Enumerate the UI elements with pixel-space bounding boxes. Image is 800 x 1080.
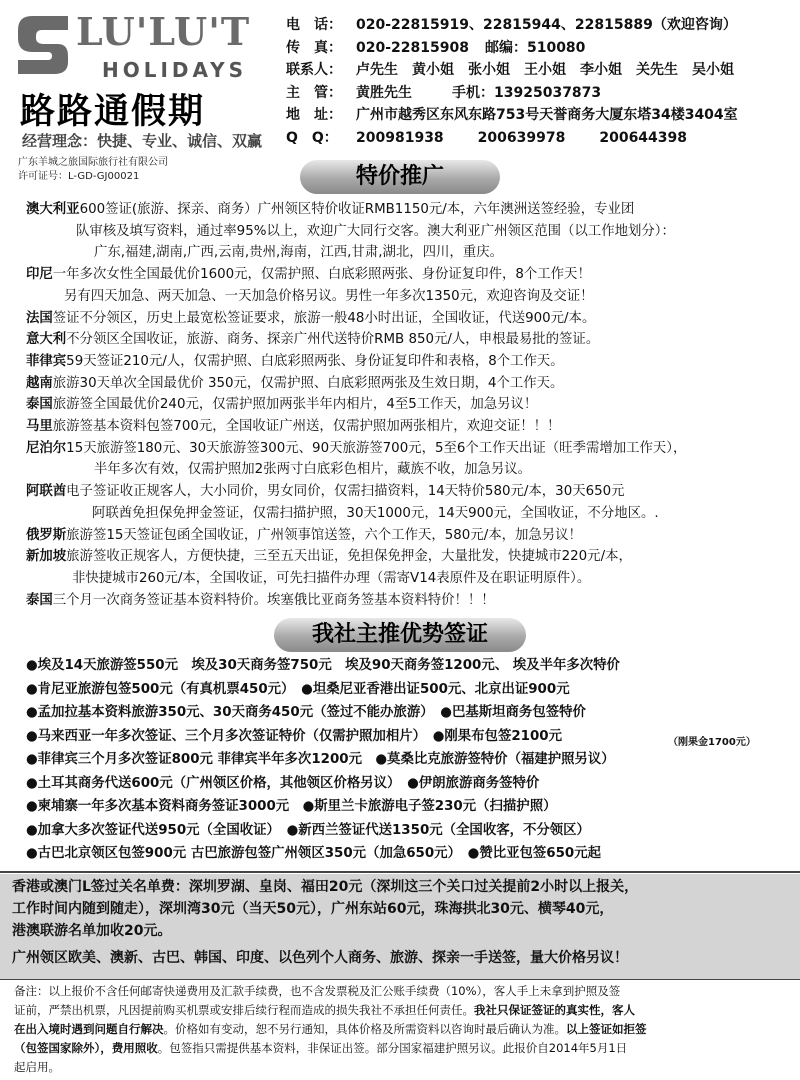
qq-value-2: 200639978 [477,129,566,146]
note-emphasis: 以上签证如拒签 [566,1022,647,1036]
offer-text: 旅游签基本资料包签700元，全国收证广州送，仅需护照加两张相片，欢迎交证！！！ [52,419,561,434]
offer-line [26,265,800,285]
logo-block [10,6,272,182]
manager-value: 黄胜先生 [356,84,412,101]
postcode-value: 510080 [526,39,586,56]
offer-line [26,526,800,546]
note-line [14,1001,635,1019]
fax-value: 020-22815908 [356,39,469,56]
note-line [14,982,620,1000]
offer-text: 600签证(旅游、探亲、商务）广州领区特价收证RMB1150元/本，六年澳洲送签经验，专业团 [79,202,635,217]
note-emphasis: 在出入境时遇到问题自行解决 [14,1022,164,1036]
manager-row [286,82,800,105]
address-value: 广州市越秀区东风东路753号天誉商务大厦东塔34楼3404室 [356,107,738,123]
offer-country: 越南 [26,375,53,391]
offer-line [64,287,800,307]
note-line [14,1020,647,1038]
band-line-4: 广州领区欧美、澳新、古巴、韩国、印度、以色列个人商务、旅游、探亲一手送签，量大价格另议！ [12,950,628,966]
offer-line [26,439,800,459]
qq-label: Q Q： [286,129,338,146]
brand-slogan: 经营理念：快捷、专业、诚信、双赢 [22,132,263,150]
offer-line [26,591,800,611]
featured-visa-line: ●菲律宾三个月多次签证800元 菲律宾半年多次1200元 ●莫桑比克旅游签特价（福建护照另议） [26,752,615,767]
offer-text: 旅游30天单次全国最优价 350元，仅需护照、白底彩照两张及生效日期，4个工作天。 [52,375,564,391]
people-row [286,59,800,82]
offer-text: 另有四天加急、两天加急、一天加急价格另议。男性一年多次1350元，欢迎咨询及交证！ [64,288,594,304]
note-emphasis: 我社只保证签证的真实性，客人 [474,1003,635,1017]
offer-line [94,243,800,263]
company-name: 广东羊城之旅国际旅行社有限公司 [18,157,168,168]
offer-country: 澳大利亚 [26,202,80,217]
offer-text: 不分领区全国收证，旅游、商务、探亲广州代送特价RMB 850元/人，申根最易批的签证。 [66,332,600,348]
note-text: 。包签指只需提供基本资料，非保证出签。部分国家福建护照另议。此报价自2014年5月1日 [157,1041,628,1055]
note-text: 起启用。 [14,1060,60,1074]
brand-name-en: LU'LU'T [76,9,251,54]
manager-label: 主 管： [286,84,342,101]
featured-visa-line: ●加拿大多次签证代送950元（全国收证） ●新西兰签证代送1350元（全国收客，不分领区） [26,822,590,838]
brand-name-cn: 路路通假期 [20,91,206,132]
offer-country: 新加坡 [26,549,67,565]
band-line-3: 港澳联游名单加收20元。 [12,923,172,939]
phone-label: 电 话： [286,17,342,33]
postcode-label: 邮编： [484,39,527,56]
contact-block [286,14,800,149]
offer-line [26,309,800,329]
address-row [286,104,800,127]
note-text: 备注：以上报价不含任何邮寄快递费用及汇款手续费，也不含发票税及汇公账手续费（10%），客人手上未拿到护照及签 [14,984,621,998]
people-value: 卢先生 黄小姐 张小姐 王小姐 李小姐 关先生 吴小姐 [356,62,734,78]
note-text: 证前，严禁出机票，凡因提前购买机票或安排后续行程而造成的损失我社不承担任何责任。 [14,1003,474,1017]
offer-line [76,222,800,242]
offer-line [26,417,800,437]
offer-text: 广东,福建,湖南,广西,云南,贵州,海南，江西,甘肃,湖北，四川，重庆。 [94,245,503,261]
offer-country: 泰国 [26,592,53,608]
offer-text: 旅游签全国最优价240元，仅需护照加两张半年内相片，4至5工作天，加急另议！ [52,397,538,413]
offer-text: 电子签证收正规客人，大小同价，男女同价，仅需扫描资料，14天特价580元/本，30天650元 [66,484,625,500]
band-line-1: 香港或澳门L签过关名单费：深圳罗湖、皇岗、福田20元（深圳这三个关口过关提前2小时以上报关， [12,879,639,895]
offer-country: 泰国 [26,397,53,413]
featured-visa-line: ●埃及14天旅游签550元 埃及30天商务签750元 埃及90天商务签1200元、 埃及半年多次特价 [26,658,620,673]
offer-country: 阿联酋 [26,484,67,500]
offer-country: 印尼 [26,267,53,283]
offer-country: 意大利 [26,332,67,348]
brand-sub-en: HOLIDAYS [102,58,247,82]
offer-text: 半年多次有效，仅需护照加2张两寸白底彩色相片，藏族不收，加急另议。 [94,462,532,478]
featured-visa-line: ●孟加拉基本资料旅游350元、30天商务450元（签过不能办旅游） ●巴基斯坦商务包签特价 [26,705,586,720]
offer-text: 阿联酋免担保免押金签证，仅需扫描护照，30天1000元，14天900元，全国收证，不分地区。. [92,505,659,521]
offer-line [26,395,800,415]
featured-visa-line: ●土耳其商务代送600元（广州领区价格，其他领区价格另议） ●伊朗旅游商务签特价 [26,775,540,791]
featured-visa-line: ●柬埔寨一年多次基本资料商务签证3000元 ●斯里兰卡旅游电子签230元（扫描护照） [26,799,557,814]
divider [0,871,800,873]
offer-text: 队审核及填写资料，通过率95%以上，欢迎广大同行交客。澳大利亚广州领区范围（以工作地划分）： [76,223,675,239]
hk-macau-band [0,874,800,980]
featured-visa-line: ●马来西亚一年多次签证、三个月多次签证特价（仅需护照加相片） ●刚果布包签2100元 [26,728,562,744]
section-title-special-offers: 特价推广 [300,160,500,194]
offer-line [26,374,800,394]
qq-value-1: 200981938 [356,129,444,146]
band-line-2: 工作时间内随到随走），深圳湾30元（当天50元），广州东站60元，珠海拱北30元、横琴40元， [12,901,614,917]
note-emphasis: （包签国家除外），费用照收 [14,1041,158,1055]
phone-row [286,14,800,37]
offer-line [26,482,800,502]
offer-text: 旅游签收正规客人，方便快捷，三至五天出证，免担保免押金，大量批发，快捷城市220元/本， [66,549,632,565]
offer-text: 59天签证210元/人，仅需护照、白底彩照两张、身份证复印件和表格，8个工作天。 [66,353,564,369]
offer-line [94,460,800,480]
offer-line [26,200,800,220]
offer-text: 非快捷城市260元/本，全国收证，可先扫描件办理（需寄V14表原件及在职证明原件）。 [72,570,591,586]
people-label: 联系人： [286,62,342,78]
mobile-value: 13925037873 [494,84,602,101]
offer-text: 签证不分领区，历史上最宽松签证要求，旅游一般48小时出证，全国收证，代送900元/本。 [52,310,596,326]
offer-line [26,547,800,567]
congo-kinshasa-price-note: （刚果金1700元） [668,737,756,748]
notes-block [0,980,800,1080]
note-text: 。价格如有变动，恕不另行通知，具体价格及所需资料以咨询时最后确认为准。 [163,1022,566,1036]
offer-text: 三个月一次商务签证基本资料特价。埃塞俄比亚商务签基本资料特价！！！ [52,592,495,608]
offer-country: 尼泊尔 [26,440,67,456]
qq-row [286,127,800,150]
license-number: 许可证号：L-GD-GJ00021 [18,171,140,182]
mobile-label: 手机： [452,84,494,101]
offer-line [92,504,800,524]
fax-label: 传 真： [286,39,342,56]
offer-line [26,330,800,350]
note-line [14,1039,627,1057]
featured-visa-line: ●肯尼亚旅游包签500元（有真机票450元） ●坦桑尼亚香港出证500元、北京出证900元 [26,681,570,697]
offer-country: 法国 [26,310,53,326]
offer-country: 马里 [26,419,53,434]
offer-country: 俄罗斯 [26,527,67,543]
offer-line [72,569,800,589]
phone-value: 020-22815919、22815944、22815889（欢迎咨询） [356,17,737,33]
fax-row [286,37,800,60]
qq-value-3: 200644398 [599,129,688,146]
offer-line [26,352,800,372]
offer-text: 旅游签15天签证包函全国收证，广州领事馆送签，六个工作天，580元/本，加急另议！ [66,527,582,543]
address-label: 地 址： [286,107,342,123]
offer-text: 一年多次女性全国最优价1600元，仅需护照、白底彩照两张、身份证复印件，8个工作天！ [52,267,591,283]
offer-country: 菲律宾 [26,353,67,369]
note-line [14,1058,60,1076]
brand-s-logo-icon [18,16,68,74]
offer-text: 15天旅游签180元、30天旅游签300元、90天旅游签700元，5至6个工作天出证（旺季需增加工作天）， [66,440,687,456]
section-title-featured-visas: 我社主推优势签证 [274,618,526,652]
featured-visa-line: ●古巴北京领区包签900元 古巴旅游包签广州领区350元（加急650元） ●赞比亚包签650元起 [26,846,602,861]
